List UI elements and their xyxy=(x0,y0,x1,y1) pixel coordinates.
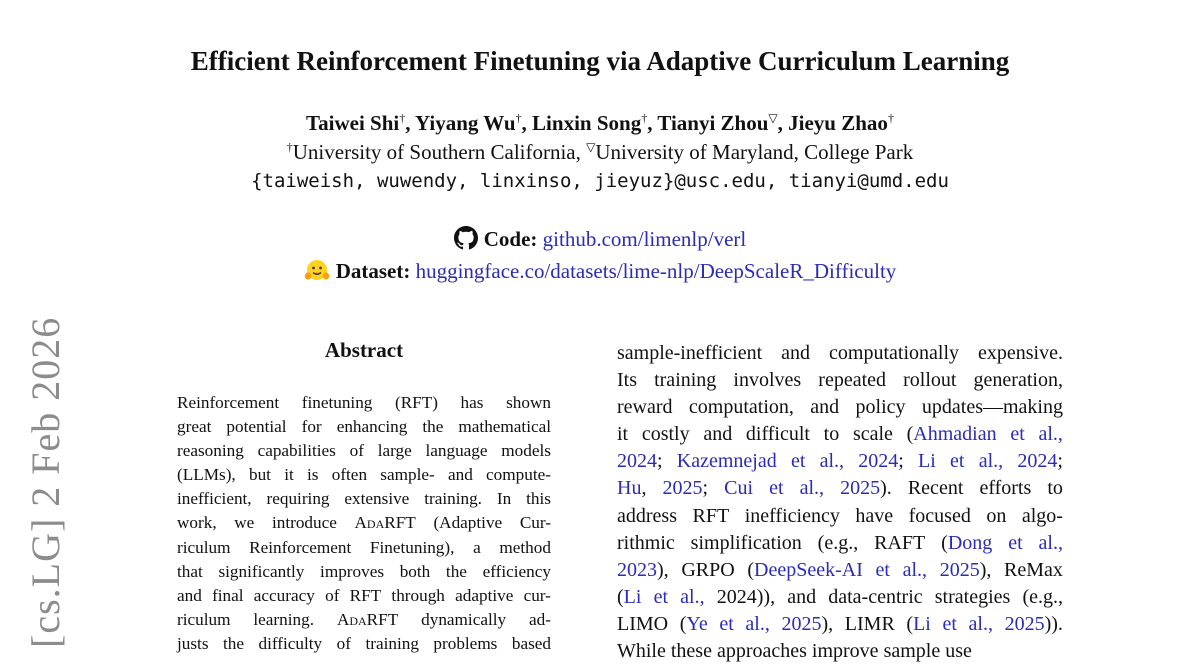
abstract-line: great potential for enhancing the mathematical xyxy=(177,417,551,437)
abstract-line: inefficient, requiring extensive training. In this xyxy=(177,489,551,509)
body-line: While these approaches improve sample use xyxy=(617,640,972,663)
author-separator: , xyxy=(777,111,789,135)
dataset-link[interactable]: huggingface.co/datasets/lime-nlp/DeepScaleR_Difficulty xyxy=(415,259,897,283)
body-line: reward computation, and policy updates—making xyxy=(617,396,1063,419)
dataset-link-line xyxy=(0,258,1200,288)
abstract-line: that significantly improves both the efficiency xyxy=(177,561,551,581)
huggingface-icon xyxy=(304,258,330,288)
author-name: Yiyang Wu xyxy=(414,111,516,135)
author-separator: , xyxy=(405,111,415,135)
body-line: address RFT inefficiency have focused on algo- xyxy=(617,504,1063,527)
abstract-line: riculum learning. AdaRFT dynamically ad- xyxy=(177,609,551,629)
body-line: 2024; Kazemnejad et al., 2024; Li et al., 2024; xyxy=(617,450,1063,473)
abstract-body xyxy=(177,391,551,656)
affiliations xyxy=(0,140,1200,165)
code-label: Code: xyxy=(483,227,538,251)
abstract-line: and final accuracy of RFT through adaptive cur- xyxy=(177,585,551,605)
author-list xyxy=(0,111,1200,136)
body-line: sample-inefficient and computationally expensive. xyxy=(617,342,1063,364)
body-line: Hu, 2025; Cui et al., 2025). Recent efforts to xyxy=(617,477,1063,500)
body-line: 2023), GRPO (DeepSeek-AI et al., 2025), ReMax xyxy=(617,558,1063,581)
affiliation-text: University of Maryland, College Park xyxy=(595,140,914,164)
code-link[interactable]: github.com/limenlp/verl xyxy=(542,227,747,251)
affiliation-text: University of Southern California, xyxy=(292,140,587,164)
affiliation-mark: ▽ xyxy=(586,140,596,154)
github-icon xyxy=(454,226,478,256)
body-line: (Li et al., 2024)), and data-centric strategies (e.g., xyxy=(617,585,1063,608)
affiliation-mark: ▽ xyxy=(768,111,778,125)
affiliation-mark: † xyxy=(399,111,406,125)
affiliation-mark: † xyxy=(515,111,522,125)
author-separator: , xyxy=(521,111,533,135)
body-line: it costly and difficult to scale (Ahmadian et al., xyxy=(617,423,1063,446)
author-name: Tianyi Zhou xyxy=(657,111,769,135)
code-link-line xyxy=(0,226,1200,256)
arxiv-stamp: [cs.LG] 2 Feb 2026 xyxy=(23,316,68,648)
dataset-label: Dataset: xyxy=(335,259,411,283)
affiliation-mark: † xyxy=(887,111,894,125)
paper-title: Efficient Reinforcement Finetuning via Adaptive Curriculum Learning xyxy=(190,46,1010,76)
abstract-heading: Abstract xyxy=(324,338,404,362)
body-text-column xyxy=(617,340,1063,665)
affiliation-mark: † xyxy=(286,140,293,154)
abstract-line: riculum Reinforcement Finetuning), a method xyxy=(177,537,551,557)
abstract-line: (LLMs), but it is often sample- and compute- xyxy=(177,465,551,485)
author-name: Taiwei Shi xyxy=(306,111,400,135)
abstract-line: Reinforcement finetuning (RFT) has shown xyxy=(177,393,551,412)
abstract-line: reasoning capabilities of large language models xyxy=(177,441,551,461)
affiliation-mark: † xyxy=(641,111,648,125)
author-separator: , xyxy=(647,111,658,135)
body-line: Its training involves repeated rollout generation, xyxy=(617,369,1063,392)
body-line: LIMO (Ye et al., 2025), LIMR (Li et al., 2025)). xyxy=(617,612,1063,635)
author-name: Linxin Song xyxy=(532,111,642,135)
author-emails: {taiweish, wuwendy, linxinso, jieyuz}@usc.edu, tianyi@umd.edu xyxy=(251,170,949,192)
abstract-line: work, we introduce AdaRFT (Adaptive Cur- xyxy=(177,513,551,533)
author-name: Jieyu Zhao xyxy=(788,111,888,135)
body-line: rithmic simplification (e.g., RAFT (Dong et al., xyxy=(617,531,1063,554)
abstract-line: justs the difficulty of training problems based xyxy=(177,633,551,653)
